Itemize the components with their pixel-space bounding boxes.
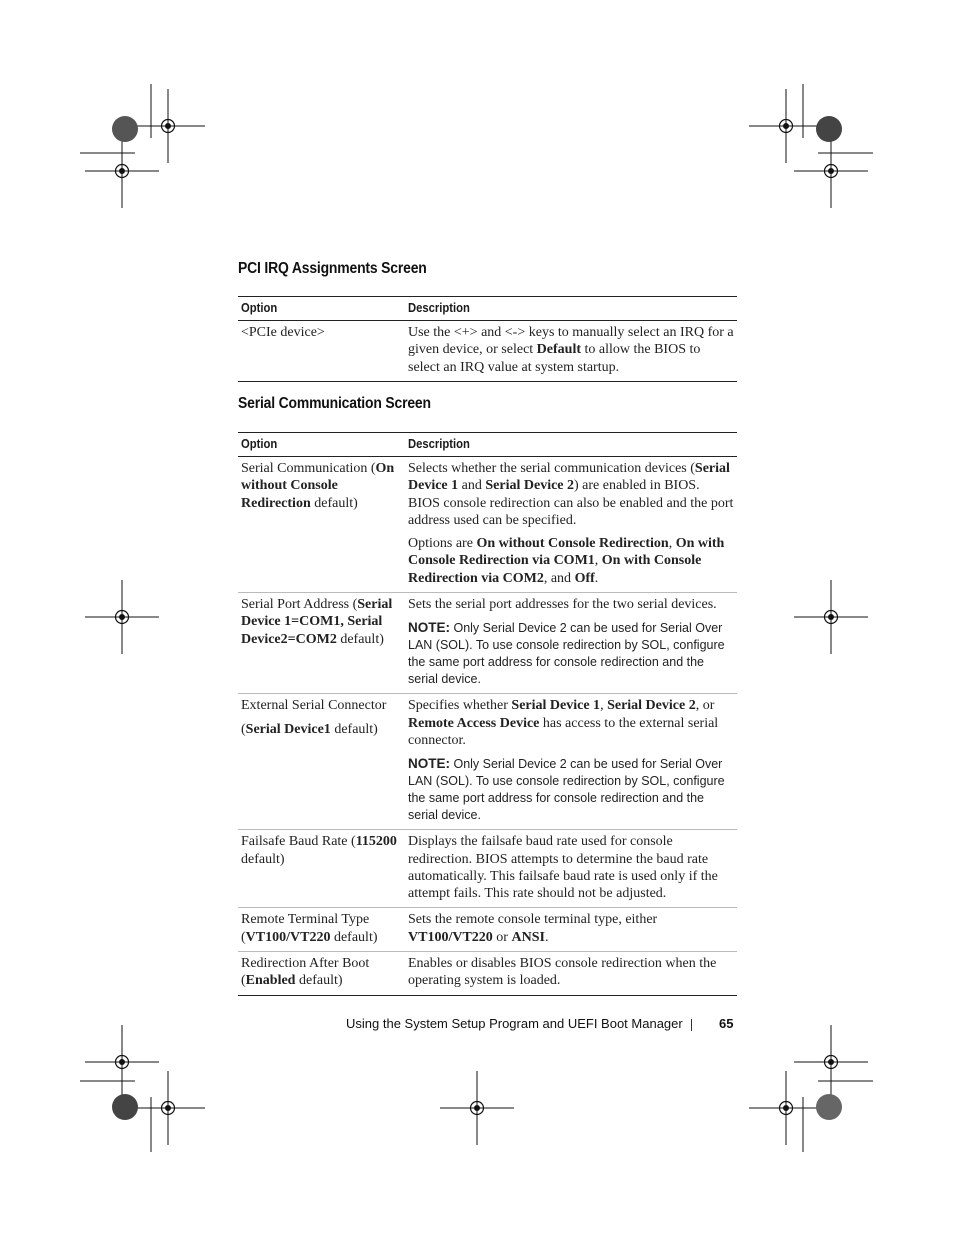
table-header-row [238, 433, 737, 457]
table-row-redirection-after-boot [238, 952, 737, 996]
crosshair-mark [794, 1025, 868, 1099]
option-cell: External Serial Connector (Serial Device1 default) [238, 694, 405, 830]
footer-title: Using the System Setup Program and UEFI Boot Manager [346, 1016, 683, 1031]
description-cell: Enables or disables BIOS console redirection when the operating system is loaded. [405, 952, 737, 996]
table-row-failsafe-baud-rate [238, 830, 737, 908]
option-cell: Failsafe Baud Rate (115200 default) [238, 830, 405, 908]
crosshair-mark [131, 1071, 205, 1145]
option-cell: <PCIe device> [238, 321, 405, 382]
table-row [238, 321, 737, 382]
note: NOTE: Only Serial Device 2 can be used for Serial Over LAN (SOL). To use console redirection by SOL, configure the same port address for console redirection and the serial device. [408, 620, 725, 687]
crosshair-mark [794, 134, 868, 208]
crosshair-mark [85, 134, 159, 208]
description-cell: Specifies whether Serial Device 1, Serial Device 2, or Remote Access Device has access to the external serial connector. NOTE: Only Serial Device 2 can be used for Serial Over LAN (SOL). To use console redirection by SOL, configure the same port address for console redirection and the serial device. [405, 694, 737, 830]
description-cell: Sets the serial port addresses for the two serial devices. NOTE: Only Serial Device 2 can be used for Serial Over LAN (SOL). To use console redirection by SOL, configure the same port address for console redirection and the serial device. [405, 593, 737, 694]
page-number: 65 [719, 1016, 734, 1031]
note: NOTE: Only Serial Device 2 can be used for Serial Over LAN (SOL). To use console redirection by SOL, configure the same port address for console redirection and the serial device. [408, 756, 725, 823]
column-header-description: Description [405, 297, 737, 321]
pci-irq-table [238, 296, 737, 382]
option-cell: Serial Communication (On without Console Redirection default) [238, 457, 405, 593]
table-row-serial-port-address [238, 593, 737, 694]
description-cell: Selects whether the serial communication devices (Serial Device 1 and Serial Device 2) are enabled in BIOS. BIOS console redirection can also be enabled and the port address used can be specified. Options are On without Console Redirection, On with Console Redirection via COM1, On with Console Redirection via COM2, and Off. [405, 457, 737, 593]
starburst-mark [112, 1094, 138, 1120]
column-header-option: Option [238, 433, 405, 457]
pci-section-title: PCI IRQ Assignments Screen [238, 260, 427, 277]
description-cell: Displays the failsafe baud rate used for console redirection. BIOS attempts to determine the baud rate automatically. This failsafe baud rate is used only if the attempt fails. This rate should not be adjusted. [405, 830, 737, 908]
crosshair-mark [794, 580, 868, 654]
option-cell: Redirection After Boot (Enabled default) [238, 952, 405, 996]
crosshair-mark [749, 89, 823, 163]
crosshair-mark [131, 89, 205, 163]
crosshair-mark [85, 580, 159, 654]
description-cell: Use the <+> and <-> keys to manually select an IRQ for a given device, or select Default to allow the BIOS to select an IRQ value at system startup. [405, 321, 737, 382]
page-footer [346, 1016, 736, 1034]
starburst-mark [816, 1094, 842, 1120]
table-row-remote-terminal-type [238, 908, 737, 952]
option-cell: Serial Port Address (Serial Device 1=COM1, Serial Device2=COM2 default) [238, 593, 405, 694]
serial-communication-table [238, 432, 737, 996]
starburst-mark [816, 116, 842, 142]
crosshair-mark [440, 1071, 514, 1145]
footer-divider [691, 1019, 692, 1031]
column-header-option: Option [238, 297, 405, 321]
crosshair-mark [85, 1025, 159, 1099]
starburst-mark [112, 116, 138, 142]
table-header-row [238, 297, 737, 321]
serial-section-title: Serial Communication Screen [238, 395, 431, 412]
table-row-serial-communication [238, 457, 737, 593]
option-cell: Remote Terminal Type (VT100/VT220 default) [238, 908, 405, 952]
crosshair-mark [749, 1071, 823, 1145]
table-row-external-serial-connector [238, 694, 737, 830]
description-cell: Sets the remote console terminal type, either VT100/VT220 or ANSI. [405, 908, 737, 952]
column-header-description: Description [405, 433, 737, 457]
